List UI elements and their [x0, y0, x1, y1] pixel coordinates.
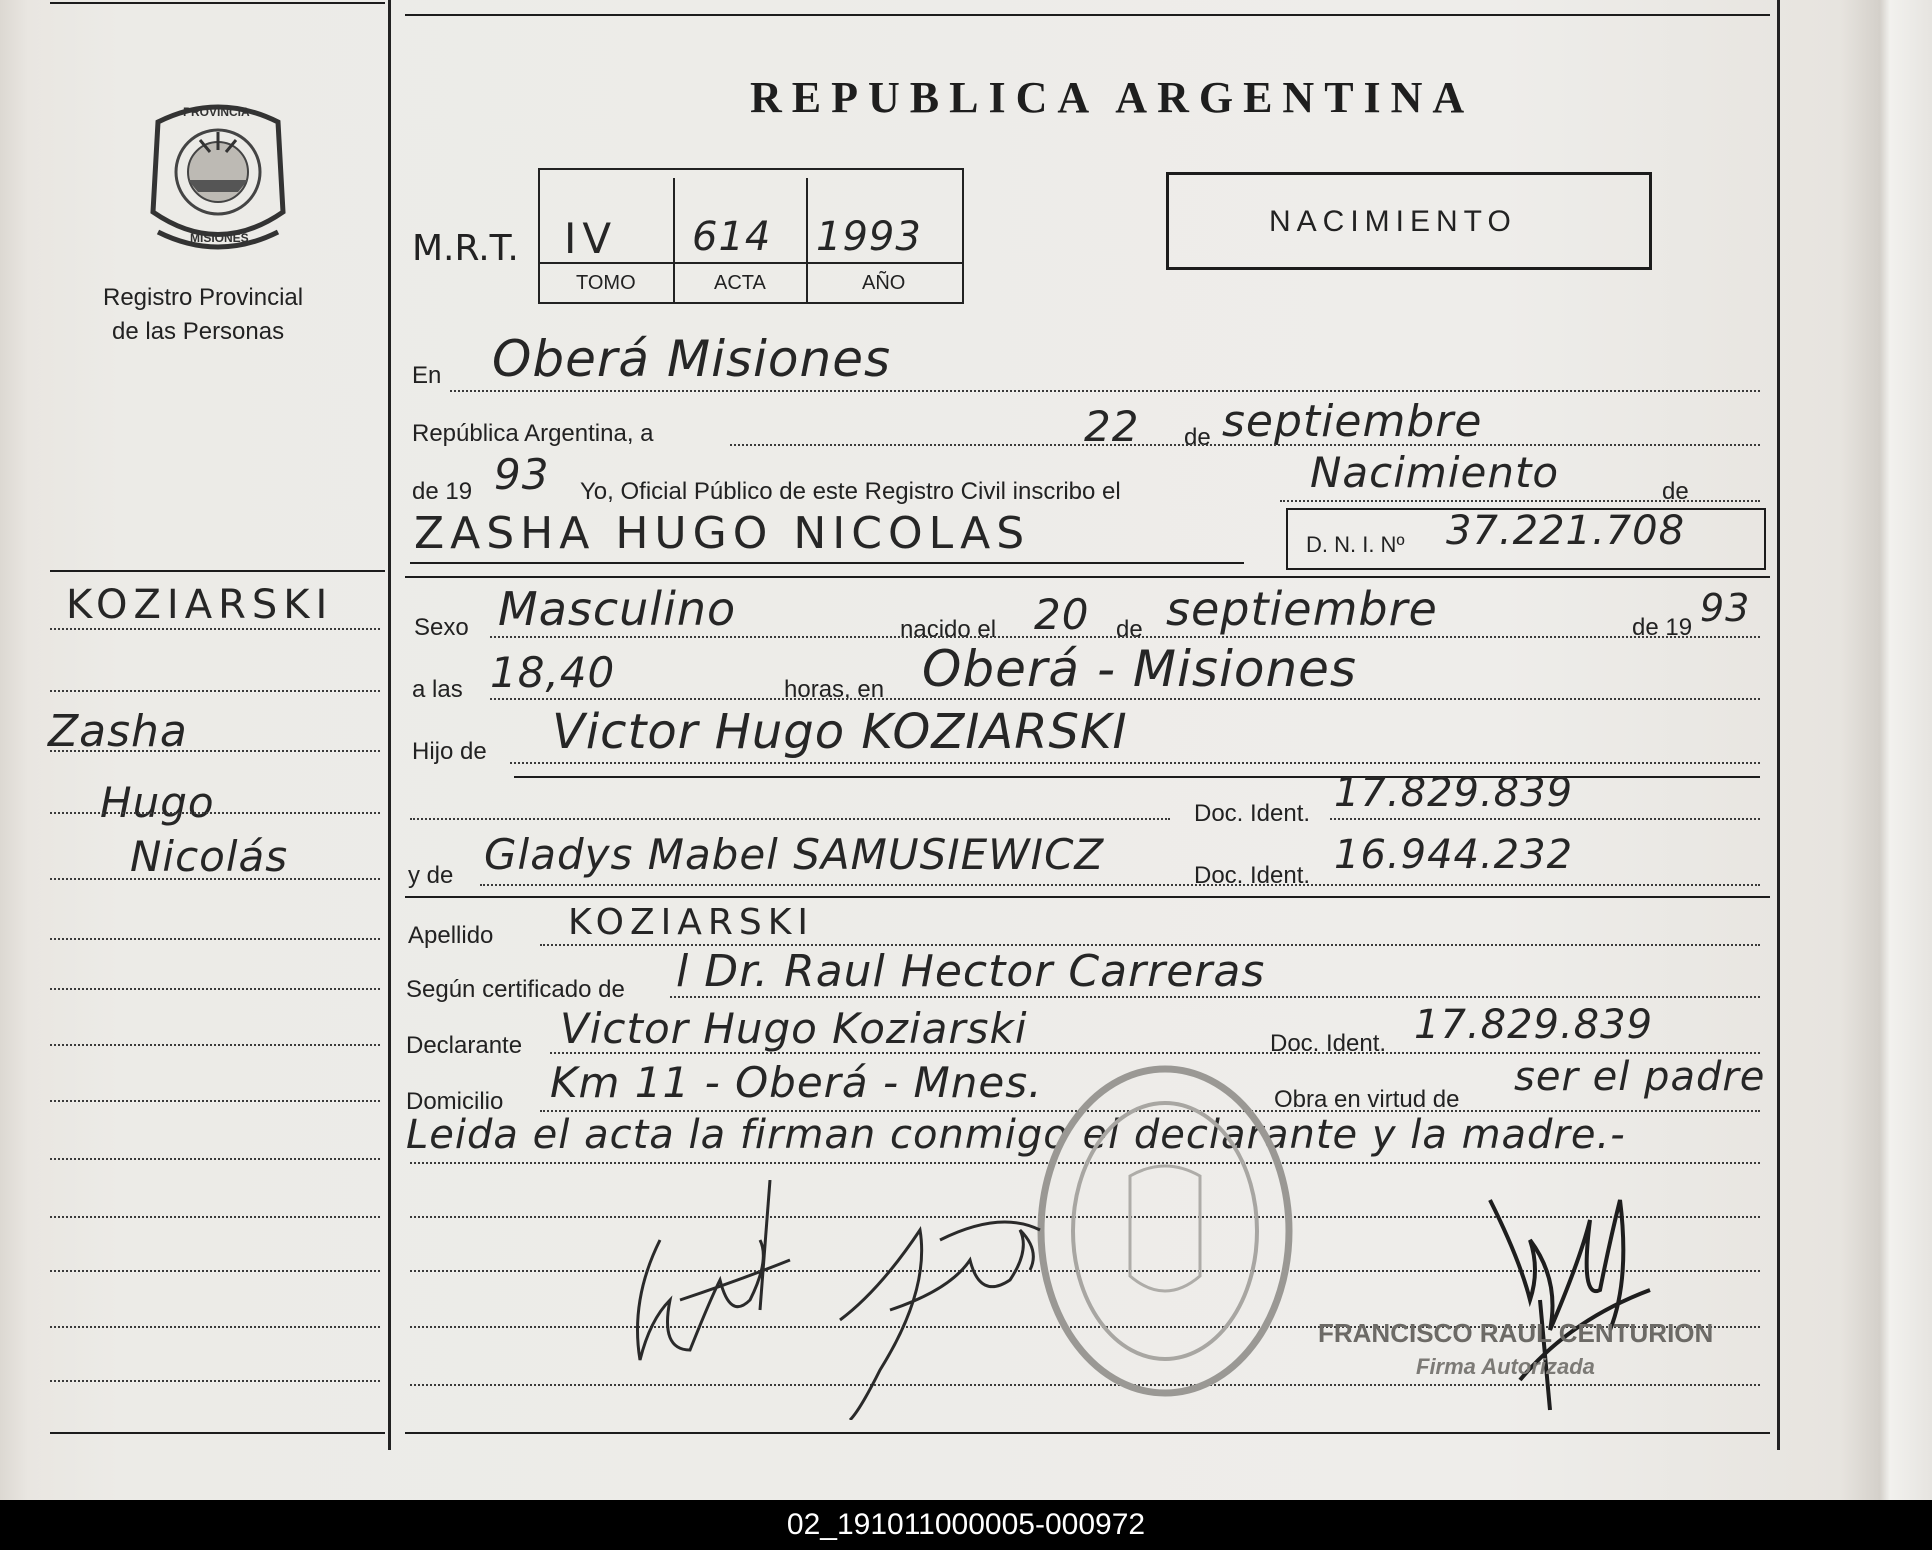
- label-doc-ident-father: Doc. Ident.: [1194, 800, 1311, 827]
- field-act-type: Nacimiento: [1310, 448, 1560, 497]
- label-domicilio: Domicilio: [406, 1088, 504, 1115]
- line-place: [450, 390, 1760, 392]
- field-declarant-doc: 17.829.839: [1414, 1002, 1654, 1048]
- margin-line: [50, 1100, 380, 1102]
- label-apellido: Apellido: [408, 922, 494, 949]
- record-type-box: [1166, 172, 1652, 270]
- registry-name-line2: de las Personas: [112, 318, 285, 345]
- field-mother-name: Gladys Mabel SAMUSIEWICZ: [484, 830, 1105, 879]
- field-month: septiembre: [1222, 396, 1483, 447]
- anio-value: 1993: [816, 214, 922, 260]
- line-sex: [490, 636, 1760, 638]
- signature-official-icon: [1480, 1180, 1660, 1420]
- right-border: [1777, 0, 1780, 1450]
- margin-line: [50, 750, 380, 752]
- label-yo-oficial: Yo, Oficial Público de este Registro Civil inscribo el: [580, 478, 1121, 505]
- acta-label: ACTA: [714, 272, 766, 294]
- label-declarante: Declarante: [406, 1032, 523, 1059]
- image-caption: 02_191011000005-000972: [0, 1500, 1932, 1550]
- signature-declarant-icon: [620, 1180, 800, 1380]
- signature-mother-icon: [820, 1170, 1050, 1420]
- field-year-suffix: 93: [494, 450, 550, 499]
- field-birth-day: 20: [1034, 590, 1090, 639]
- bottom-rule: [405, 1432, 1770, 1434]
- field-full-name: ZASHA HUGO NICOLAS: [414, 508, 1031, 559]
- registry-name-line1: Registro Provincial: [103, 284, 304, 311]
- seal-text-bottom: MISIONES: [190, 231, 249, 245]
- official-role: Firma Autorizada: [1416, 1354, 1595, 1379]
- label-segun: Según certificado de: [406, 976, 625, 1003]
- line-father-2: [514, 776, 1760, 778]
- line-certificate: [670, 996, 1760, 998]
- label-doc-ident-declarant: Doc. Ident.: [1270, 1030, 1387, 1057]
- line-full-name: [410, 562, 1244, 564]
- field-birth-time: 18,40: [490, 648, 616, 697]
- label-nacido-el: nacido el: [900, 616, 997, 643]
- field-sex: Masculino: [498, 582, 737, 636]
- margin-line: [50, 690, 380, 692]
- mrt-label: M.R.T.: [412, 228, 519, 269]
- field-surname: KOZIARSKI: [568, 902, 814, 943]
- field-declarant-role: ser el padre: [1514, 1054, 1766, 1100]
- label-obra: Obra en virtud de: [1274, 1086, 1460, 1113]
- line-mother-2: [405, 896, 1770, 898]
- field-birth-month: septiembre: [1166, 582, 1438, 636]
- dni-box: [1286, 508, 1766, 570]
- label-dni: D. N. I. Nº: [1306, 532, 1405, 557]
- label-hijo-de: Hijo de: [412, 738, 487, 765]
- field-birth-year-suffix: 93: [1700, 586, 1751, 630]
- field-father-doc: 17.829.839: [1334, 770, 1574, 816]
- line-father: [510, 762, 1760, 764]
- line-act: [1280, 500, 1760, 502]
- label-sexo: Sexo: [414, 614, 469, 641]
- line-father-doc: [1330, 818, 1760, 820]
- field-day: 22: [1084, 402, 1140, 451]
- label-de-19: de 19: [412, 478, 473, 505]
- margin-line: [50, 1044, 380, 1046]
- line-mother: [480, 884, 1760, 886]
- record-type: NACIMIENTO: [1269, 205, 1517, 238]
- label-de-3: de: [1116, 616, 1143, 643]
- margin-line: [50, 812, 380, 814]
- line-father-blank: [410, 818, 1170, 820]
- tomo-value: IV: [564, 214, 618, 263]
- margin-line: [50, 938, 380, 940]
- margin-line: [50, 878, 380, 880]
- line-date: [730, 444, 1760, 446]
- rule-under-name: [405, 576, 1770, 578]
- margin-name-2: Hugo: [100, 778, 215, 827]
- label-doc-ident-mother: Doc. Ident.: [1194, 862, 1311, 889]
- seal-text-top: PROVINCIA: [183, 105, 250, 119]
- left-column-divider: [388, 0, 391, 1450]
- field-dni-number: 37.221.708: [1446, 508, 1686, 554]
- field-mother-doc: 16.944.232: [1334, 832, 1574, 878]
- margin-line: [50, 628, 380, 630]
- country-title: REPUBLICA ARGENTINA: [750, 73, 1475, 122]
- acta-value: 614: [692, 214, 772, 260]
- margin-line: [50, 988, 380, 990]
- margin-header-rule: [50, 570, 385, 572]
- label-de: de: [1184, 424, 1211, 451]
- field-certificate-by: l Dr. Raul Hector Carreras: [676, 946, 1266, 997]
- margin-line: [50, 1270, 380, 1272]
- line-time: [490, 698, 1760, 700]
- margin-line: [50, 1158, 380, 1160]
- tomo-label: TOMO: [576, 272, 636, 294]
- label-horas-en: horas, en: [784, 676, 885, 703]
- anio-label: AÑO: [862, 272, 906, 294]
- official-name: FRANCISCO RAUL CENTURION: [1318, 1318, 1714, 1348]
- field-declarant: Victor Hugo Koziarski: [560, 1004, 1028, 1053]
- label-de-2: de: [1662, 478, 1689, 505]
- field-address: Km 11 - Oberá - Mnes.: [550, 1058, 1043, 1107]
- label-en: En: [412, 362, 442, 389]
- field-place: Oberá Misiones: [492, 330, 892, 388]
- field-father-name: Victor Hugo KOZIARSKI: [552, 704, 1128, 760]
- label-a-las: a las: [412, 676, 463, 703]
- margin-bottom-rule: [50, 1432, 385, 1434]
- top-rule-left: [50, 2, 385, 4]
- field-birth-place: Oberá - Misiones: [922, 640, 1357, 698]
- field-closing-text: Leida el acta la firman conmigo el declarante y la madre.-: [406, 1112, 1626, 1158]
- label-y-de: y de: [408, 862, 454, 889]
- margin-name-1: Zasha: [48, 706, 188, 757]
- margin-name-3: Nicolás: [130, 832, 289, 881]
- label-de-19-b: de 19: [1632, 614, 1693, 641]
- margin-line: [50, 1216, 380, 1218]
- margin-line: [50, 1380, 380, 1382]
- label-republica: República Argentina, a: [412, 420, 654, 447]
- margin-line: [50, 1326, 380, 1328]
- margin-surname: KOZIARSKI: [66, 582, 334, 628]
- registry-seal-icon: [138, 92, 298, 262]
- mrt-table: [538, 168, 964, 304]
- top-rule-right: [405, 14, 1770, 16]
- official-stamp-icon: [1030, 1056, 1300, 1406]
